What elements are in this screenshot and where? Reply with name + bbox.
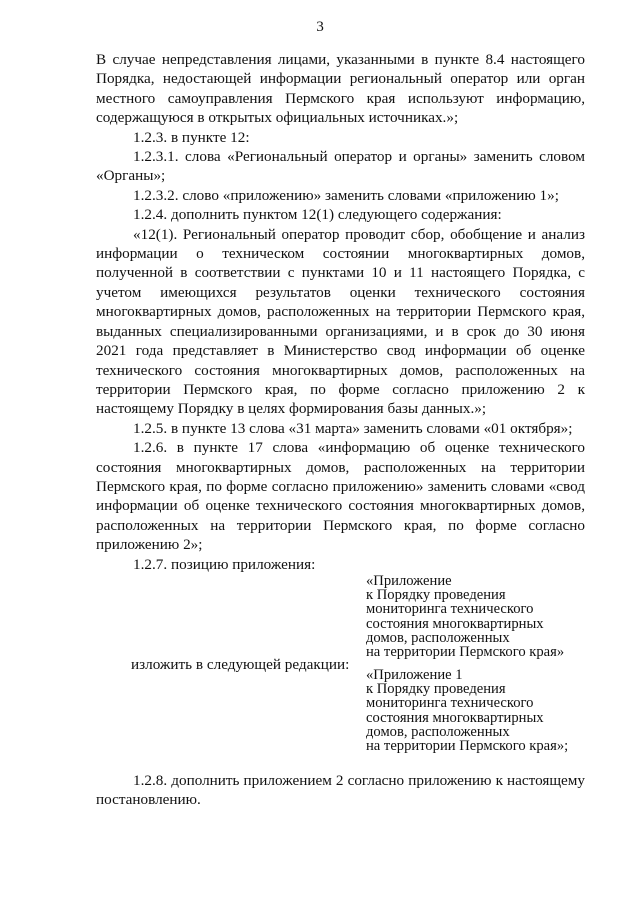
new-position-line: к Порядку проведения bbox=[366, 681, 506, 698]
paragraph-1-2-3: 1.2.3. в пункте 12: bbox=[133, 128, 250, 146]
old-position-line: мониторинга технического bbox=[366, 601, 534, 618]
paragraph-1-2-3-1: 1.2.3.1. слова «Региональный оператор и органы» заменить словом «Органы»; bbox=[96, 148, 585, 185]
old-position-line: «Приложение bbox=[366, 573, 452, 589]
old-position-line: на территории Пермского края» bbox=[366, 644, 565, 661]
page-number: 3 bbox=[316, 18, 324, 35]
new-position-line: «Приложение 1 bbox=[366, 667, 463, 683]
paragraph-1-2-3-2: 1.2.3.2. слово «приложению» заменить словами «приложению 1»; bbox=[133, 186, 559, 204]
paragraph-1-2-7: 1.2.7. позицию приложения: bbox=[133, 555, 316, 573]
final-section bbox=[96, 771, 585, 810]
document-body bbox=[96, 50, 585, 574]
new-position-line: домов, расположенных bbox=[366, 723, 510, 740]
paragraph-12-1: «12(1). Региональный оператор проводит сбор, обобщение и анализ информации о техническом состоянии многоквартирных домов, полученной в соответствии с пунктами 10 и 11 настоящего Порядка, с учетом имеющихся результатов оценки технического состояния многоквартирных домов, расположенных на территории Пермского края, выданных специализированными организациями, и в срок до 30 июня 2021 года представляет в Министерство свод информации об оценке технического состояния многоквартирных домов, расположенных на территории Пермского края, по форме согласно приложению 2 к настоящему Порядку в целях формирования базы данных.»; bbox=[96, 225, 585, 418]
new-position-line: состояния многоквартирных bbox=[366, 709, 544, 726]
old-position-line: к Порядку проведения bbox=[366, 587, 506, 604]
paragraph-1-2-5: 1.2.5. в пункте 13 слова «31 марта» заменить словами «01 октября»; bbox=[133, 419, 573, 437]
paragraph-1-2-4: 1.2.4. дополнить пунктом 12(1) следующего содержания: bbox=[133, 206, 502, 224]
new-position-line: мониторинга технического bbox=[366, 695, 534, 712]
old-position-line: домов, расположенных bbox=[366, 629, 510, 646]
new-position-line: на территории Пермского края»; bbox=[366, 738, 569, 755]
restate-label: изложить в следующей редакции: bbox=[131, 656, 350, 673]
paragraph-continuation: В случае непредставления лицами, указанными в пункте 8.4 настоящего Порядка, недостающей информации региональный оператор или орган местного самоуправления Пермского края используют информацию, содержащуюся в открытых официальных источниках.»; bbox=[96, 51, 585, 127]
paragraph-1-2-8: 1.2.8. дополнить приложением 2 согласно приложению к настоящему постановлению. bbox=[96, 772, 585, 809]
old-appendix-position-block bbox=[366, 574, 564, 659]
paragraph-1-2-6: 1.2.6. в пункте 17 слова «информацию об оценке технического состояния многоквартирных домов, расположенных на территории Пермского края, по форме согласно приложению» заменить словами «свод информации об оценке технического состояния многоквартирных домов, расположенных на территории Пермского края, по форме согласно приложению 2»; bbox=[96, 439, 585, 554]
new-appendix-position-block bbox=[366, 668, 568, 753]
old-position-line: состояния многоквартирных bbox=[366, 615, 544, 632]
